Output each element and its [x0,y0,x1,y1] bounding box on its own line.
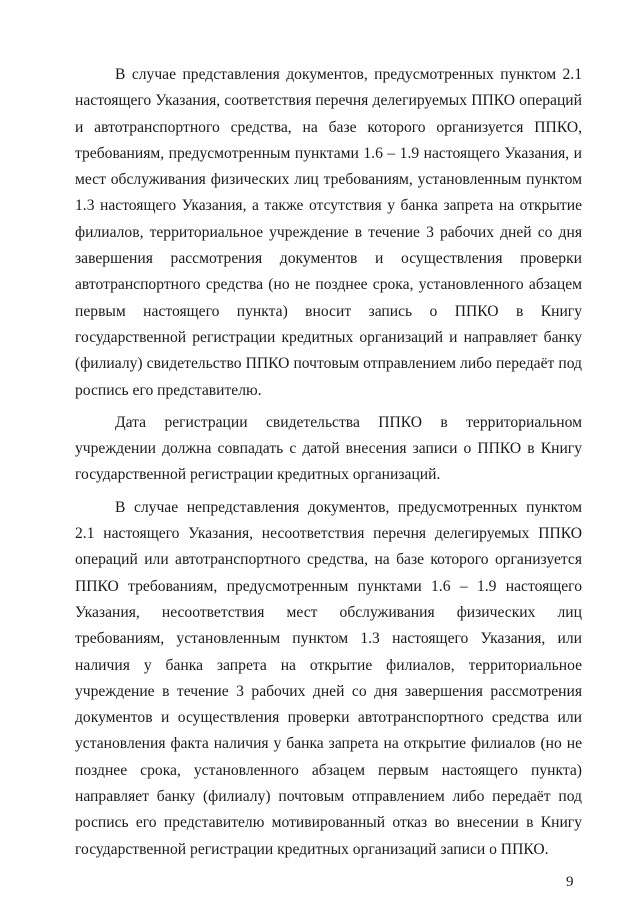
document-body [75,62,582,863]
paragraph-registration-approval: В случае представления документов, предусмотренных пунктом 2.1 настоящего Указания, соответствия перечня делегируемых ППКО операций и автотранспортного средства, на базе которого организуется ППКО, требованиям, предусмотренным пунктами 1.6 – 1.9 настоящего Указания, и мест обслуживания физических лиц требованиям, установленным пунктом 1.3 настоящего Указания, а также отсутствия у банка запрета на открытие филиалов, территориальное учреждение в течение 3 рабочих дней со дня завершения рассмотрения документов и осуществления проверки автотранспортного средства (но не позднее срока, установленного абзацем первым настоящего пункта) вносит запись о ППКО в Книгу государственной регистрации кредитных организаций и направляет банку (филиалу) свидетельство ППКО почтовым отправлением либо передаёт под роспись его представителю. [75,66,582,399]
paragraph-registration-date: Дата регистрации свидетельства ППКО в территориальном учреждении должна совпадать с датой внесения записи о ППКО в Книгу государственной регистрации кредитных организаций. [75,413,582,484]
paragraph-registration-refusal: В случае непредставления документов, предусмотренных пунктом 2.1 настоящего Указания, несоответствия перечня делегируемых ППКО операций или автотранспортного средства, на базе которого организуется ППКО требованиям, предусмотренным пунктами 1.6 – 1.9 настоящего Указания, несоответствия мест обслуживания физических лиц требованиям, установленным пунктом 1.3 настоящего Указания, или наличия у банка запрета на открытие филиалов, территориальное учреждение в течение 3 рабочих дней со дня завершения рассмотрения документов и осуществления проверки автотранспортного средства или установления факта наличия у банка запрета на открытие филиалов (но не позднее срока, установленного абзацем первым настоящего пункта) направляет банку (филиалу) почтовым отправлением либо передаёт под роспись его представителю мотивированный отказ во внесении в Книгу государственной регистрации кредитных организаций записи о ППКО. [75,498,582,858]
page-number: 9 [566,874,574,890]
